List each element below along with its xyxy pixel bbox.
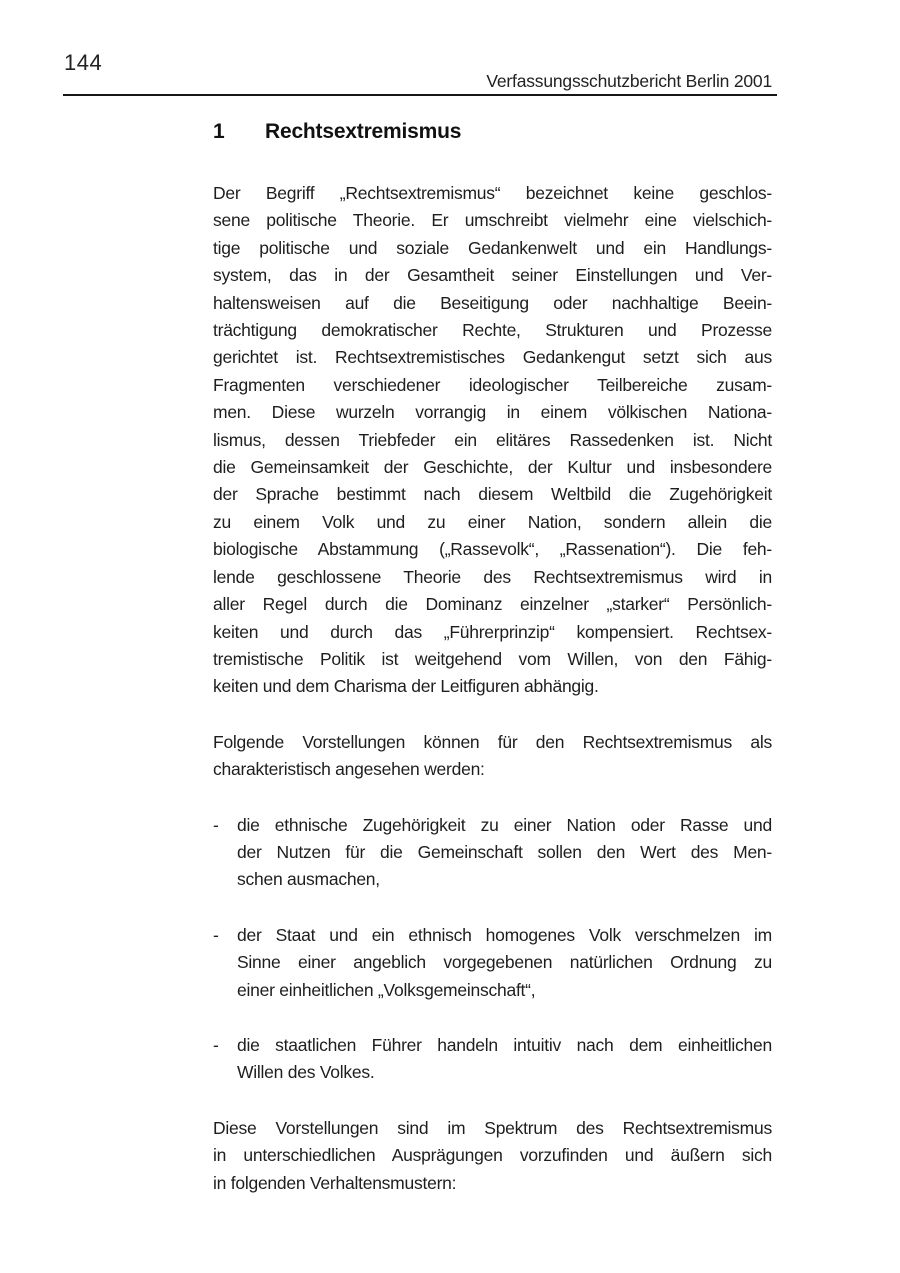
text-line: Der Begriff „Rechtsextremismus“ bezeichnet keine geschlos- [213, 183, 772, 203]
section-title: Rechtsextremismus [265, 120, 462, 143]
running-header-title: Verfassungsschutzbericht Berlin 2001 [486, 71, 772, 91]
bullet-marker: - [213, 924, 219, 945]
bullet-item [213, 922, 772, 1004]
section-number: 1 [213, 120, 225, 143]
header-rule [63, 94, 777, 96]
text-line: men. Diese wurzeln vorrangig in einem völkischen Nationa- [213, 402, 772, 423]
bullet-item [213, 1032, 772, 1087]
paragraph [213, 180, 772, 701]
text-line: lende geschlossene Theorie des Rechtsextremismus wird in [213, 566, 772, 587]
text-line: system, das in der Gesamtheit seiner Einstellungen und Ver- [213, 265, 772, 286]
text-line: lismus, dessen Triebfeder ein elitäres Rassedenken ist. Nicht [213, 429, 772, 450]
text-line: die staatlichen Führer handeln intuitiv nach dem einheitlichen [237, 1034, 772, 1055]
text-line: biologische Abstammung („Rassevolk“, „Rassenation“). Die feh- [213, 539, 772, 560]
bullet-lines [237, 922, 772, 1004]
text-line: trächtigung demokratischer Rechte, Strukturen und Prozesse [213, 320, 772, 341]
text-line: schen ausmachen, [237, 869, 380, 890]
bullet-lines [237, 812, 772, 894]
text-line: die Gemeinsamkeit der Geschichte, der Kultur und insbesondere [213, 457, 772, 478]
paragraph [213, 729, 772, 784]
text-line: Diese Vorstellungen sind im Spektrum des Rechtsextremismus [213, 1117, 772, 1138]
text-line: in folgenden Verhaltensmustern: [213, 1172, 457, 1193]
paragraph [213, 1115, 772, 1197]
text-line: keiten und durch das „Führerprinzip“ kompensiert. Rechtsex- [213, 621, 772, 642]
text-line: Sinne einer angeblich vorgegebenen natürlichen Ordnung zu [237, 952, 772, 973]
text-line: zu einem Volk und zu einer Nation, sondern allein die [213, 511, 772, 532]
text-line: gerichtet ist. Rechtsextremistisches Gedankengut setzt sich aus [213, 347, 772, 368]
page-number: 144 [64, 50, 103, 75]
text-line: sene politische Theorie. Er umschreibt vielmehr eine vielschich- [213, 210, 772, 231]
text-line: der Nutzen für die Gemeinschaft sollen den Wert des Men- [237, 841, 772, 862]
text-line: Willen des Volkes. [237, 1062, 375, 1083]
text-line: haltensweisen auf die Beseitigung oder nachhaltige Beein- [213, 292, 772, 313]
document-body [213, 180, 772, 1197]
text-line: der Sprache bestimmt nach diesem Weltbild die Zugehörigkeit [213, 484, 772, 505]
text-line: charakteristisch angesehen werden: [213, 759, 485, 780]
text-line: Fragmenten verschiedener ideologischer Teilbereiche zusam- [213, 374, 772, 395]
text-line: der Staat und ein ethnisch homogenes Volk verschmelzen im [237, 924, 772, 945]
bullet-marker: - [213, 814, 219, 835]
document-content [213, 118, 772, 1197]
text-line: keiten und dem Charisma der Leitfiguren abhängig. [213, 676, 599, 697]
text-line: Folgende Vorstellungen können für den Rechtsextremismus als [213, 731, 772, 752]
bullet-item [213, 812, 772, 894]
text-line: einer einheitlichen „Volksgemeinschaft“, [237, 979, 536, 1000]
section-heading [213, 118, 772, 146]
bullet-lines [237, 1032, 772, 1087]
bullet-marker: - [213, 1034, 219, 1055]
text-line: aller Regel durch die Dominanz einzelner „starker“ Persönlich- [213, 594, 772, 615]
text-line: tremistische Politik ist weitgehend vom Willen, von den Fähig- [213, 648, 772, 669]
text-line: die ethnische Zugehörigkeit zu einer Nation oder Rasse und [237, 814, 772, 835]
text-line: tige politische und soziale Gedankenwelt und ein Handlungs- [213, 237, 772, 258]
text-line: in unterschiedlichen Ausprägungen vorzufinden und äußern sich [213, 1145, 772, 1166]
